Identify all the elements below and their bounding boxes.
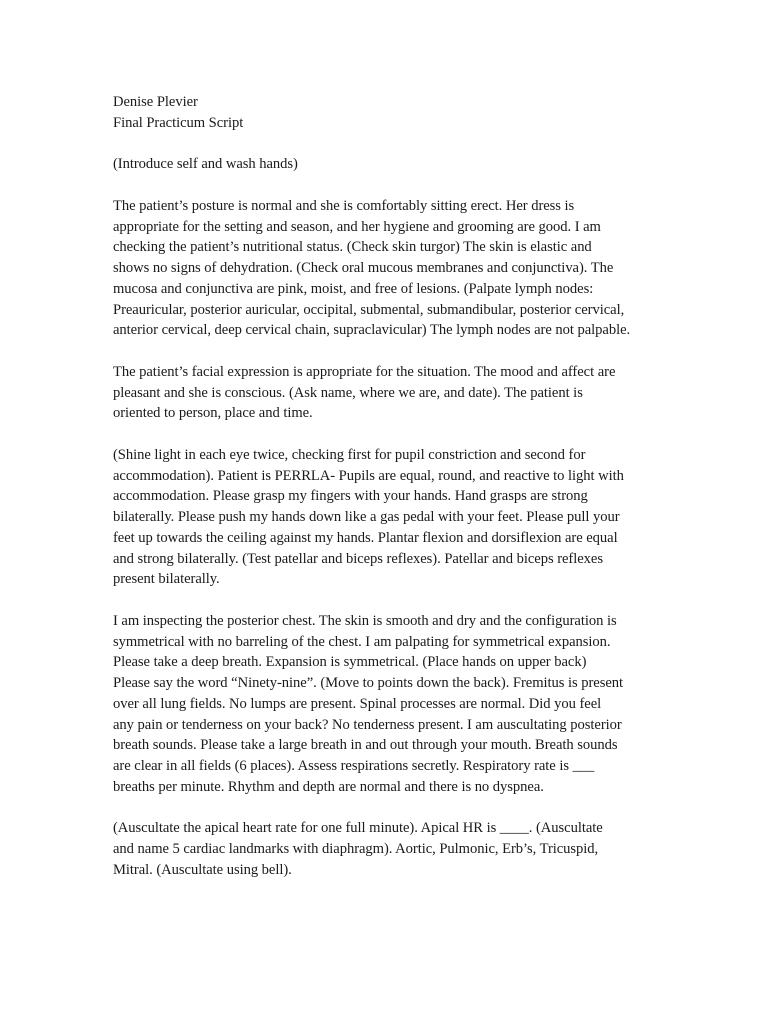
paragraph-line: breaths per minute. Rhythm and depth are normal and there is no dyspnea. <box>113 778 544 795</box>
paragraph-line: anterior cervical, deep cervical chain, supraclavicular) The lymph nodes are not palpable. <box>113 322 631 339</box>
paragraph-general-survey <box>113 196 658 341</box>
paragraph-line: over all lung fields. No lumps are present. Spinal processes are normal. Did you feel <box>113 695 602 712</box>
paragraph-line: and strong bilaterally. (Test patellar and biceps reflexes). Patellar and biceps reflexes <box>113 550 603 567</box>
document-title: Final Practicum Script <box>113 114 244 131</box>
paragraph-line: breath sounds. Please take a large breath in and out through your mouth. Breath sounds <box>113 737 618 754</box>
header-block <box>113 92 658 134</box>
paragraph-line: Please take a deep breath. Expansion is symmetrical. (Place hands on upper back) <box>113 654 587 671</box>
paragraph-line: present bilaterally. <box>113 571 220 588</box>
paragraph-line: Mitral. (Auscultate using bell). <box>113 861 292 878</box>
paragraph-line: The patient’s facial expression is appropriate for the situation. The mood and affect are <box>113 363 616 380</box>
author-name: Denise Plevier <box>113 94 198 110</box>
paragraph-line: appropriate for the setting and season, and her hygiene and grooming are good. I am <box>113 218 601 235</box>
paragraph-line: (Auscultate the apical heart rate for one full minute). Apical HR is ____. (Auscultate <box>113 820 603 837</box>
paragraph-line: Preauricular, posterior auricular, occipital, submental, submandibular, posterior cervical, <box>113 301 625 318</box>
paragraph-line: accommodation). Patient is PERRLA- Pupils are equal, round, and reactive to light with <box>113 467 624 484</box>
paragraph-line: (Shine light in each eye twice, checking first for pupil constriction and second for <box>113 446 586 463</box>
paragraph-line: (Introduce self and wash hands) <box>113 156 298 173</box>
paragraph-line: and name 5 cardiac landmarks with diaphragm). Aortic, Pulmonic, Erb’s, Tricuspid, <box>113 841 599 857</box>
paragraph-intro <box>113 154 658 175</box>
document-body <box>113 92 658 901</box>
paragraph-line: bilaterally. Please push my hands down like a gas pedal with your feet. Please pull your <box>113 509 620 525</box>
paragraph-cardiac <box>113 818 658 880</box>
paragraph-line: accommodation. Please grasp my fingers with your hands. Hand grasps are strong <box>113 488 588 505</box>
paragraph-line: mucosa and conjunctiva are pink, moist, and free of lesions. (Palpate lymph nodes: <box>113 280 594 297</box>
paragraph-line: The patient’s posture is normal and she is comfortably sitting erect. Her dress is <box>113 197 575 214</box>
paragraph-line: oriented to person, place and time. <box>113 405 313 422</box>
paragraph-line: pleasant and she is conscious. (Ask name, where we are, and date). The patient is <box>113 384 583 401</box>
paragraph-line: are clear in all fields (6 places). Assess respirations secretly. Respiratory rate is ___ <box>113 758 595 774</box>
paragraph-line: Please say the word “Ninety-nine”. (Move to points down the back). Fremitus is present <box>113 675 624 691</box>
paragraph-posterior-chest <box>113 611 658 798</box>
paragraph-line: feet up towards the ceiling against my hands. Plantar flexion and dorsiflexion are equal <box>113 529 618 546</box>
paragraph-line: any pain or tenderness on your back? No tenderness present. I am auscultating posterior <box>113 716 622 733</box>
paragraph-line: checking the patient’s nutritional status. (Check skin turgor) The skin is elastic and <box>113 239 592 256</box>
paragraph-line: shows no signs of dehydration. (Check oral mucous membranes and conjunctiva). The <box>113 260 614 276</box>
paragraph-line: symmetrical with no barreling of the chest. I am palpating for symmetrical expansion. <box>113 633 611 650</box>
paragraph-neuro <box>113 445 658 590</box>
paragraph-line: I am inspecting the posterior chest. The skin is smooth and dry and the configuration is <box>113 612 617 629</box>
paragraph-mental-status <box>113 362 658 424</box>
